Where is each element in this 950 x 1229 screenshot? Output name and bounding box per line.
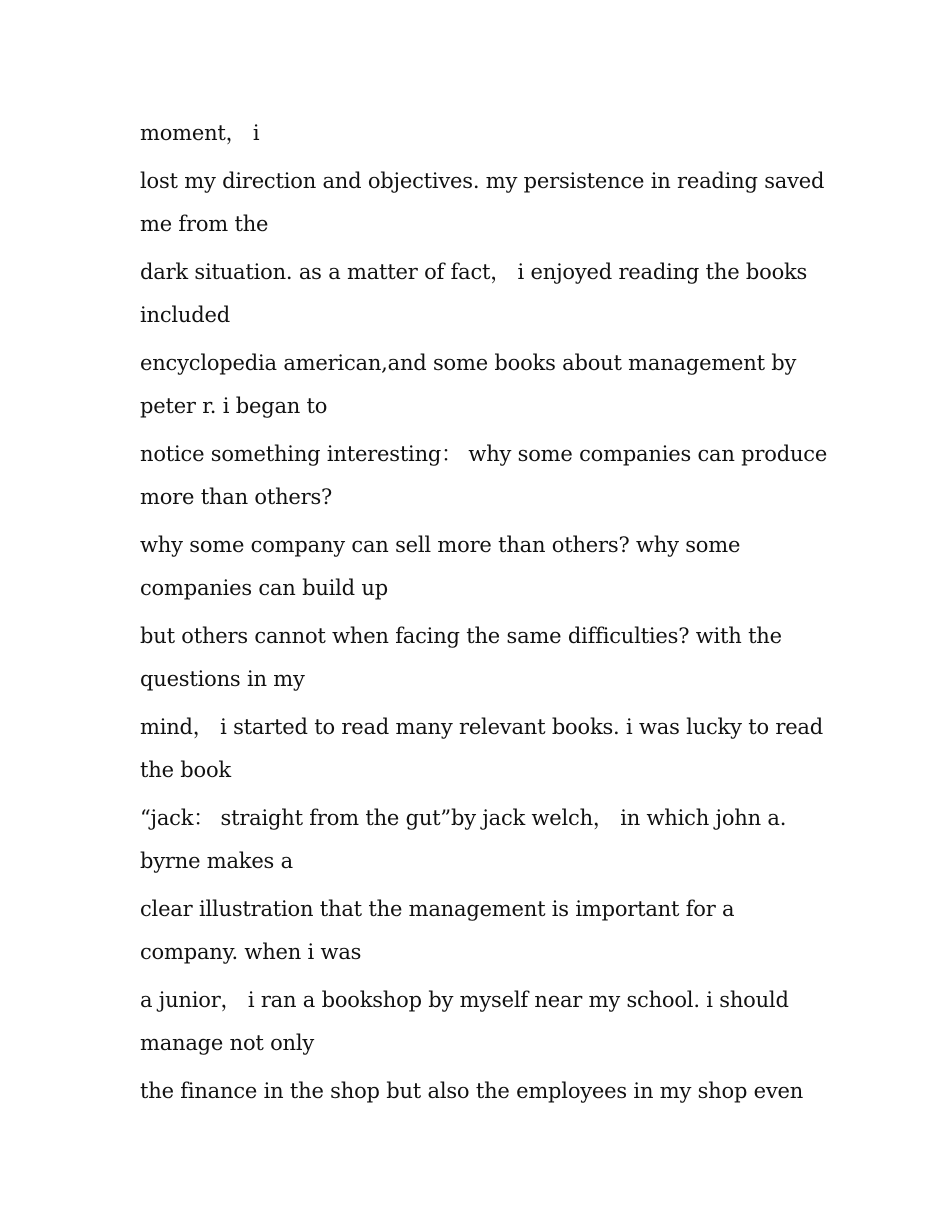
paragraph [140,251,830,337]
body-text [140,112,830,1118]
paragraph [140,433,830,519]
text-line: included [140,303,230,327]
text-line: dark situation. as a matter of fact， i enjoyed reading the books [140,260,808,284]
text-line: company. when i was [140,940,362,964]
paragraph [140,1070,830,1113]
paragraph [140,888,830,974]
paragraph [140,112,830,155]
text-line: lost my direction and objectives. my persistence in reading saved [140,169,825,193]
paragraph [140,524,830,610]
text-line: peter r. i began to [140,394,328,418]
paragraph [140,979,830,1065]
text-line: encyclopedia american,and some books about management by [140,351,797,375]
paragraph [140,160,830,246]
text-line: “jack： straight from the gut”by jack welch， in which john a. [140,806,787,830]
text-line: me from the [140,212,269,236]
text-line: mind， i started to read many relevant books. i was lucky to read [140,715,823,739]
paragraph [140,342,830,428]
text-line: but others cannot when facing the same difficulties? with the [140,624,782,648]
text-line: questions in my [140,667,305,691]
text-line: manage not only [140,1031,315,1055]
text-line: why some company can sell more than others? why some [140,533,741,557]
text-line: clear illustration that the management is important for a [140,897,735,921]
text-line: companies can build up [140,576,388,600]
text-line: the book [140,758,231,782]
text-line: notice something interesting： why some companies can produce [140,442,828,466]
text-line: byrne makes a [140,849,293,873]
paragraph [140,706,830,792]
paragraph [140,797,830,883]
text-line: moment， i [140,121,260,145]
text-line: a junior， i ran a bookshop by myself near my school. i should [140,988,789,1012]
text-line: more than others? [140,485,333,509]
paragraph [140,615,830,701]
text-line: the finance in the shop but also the employees in my shop even [140,1079,804,1103]
